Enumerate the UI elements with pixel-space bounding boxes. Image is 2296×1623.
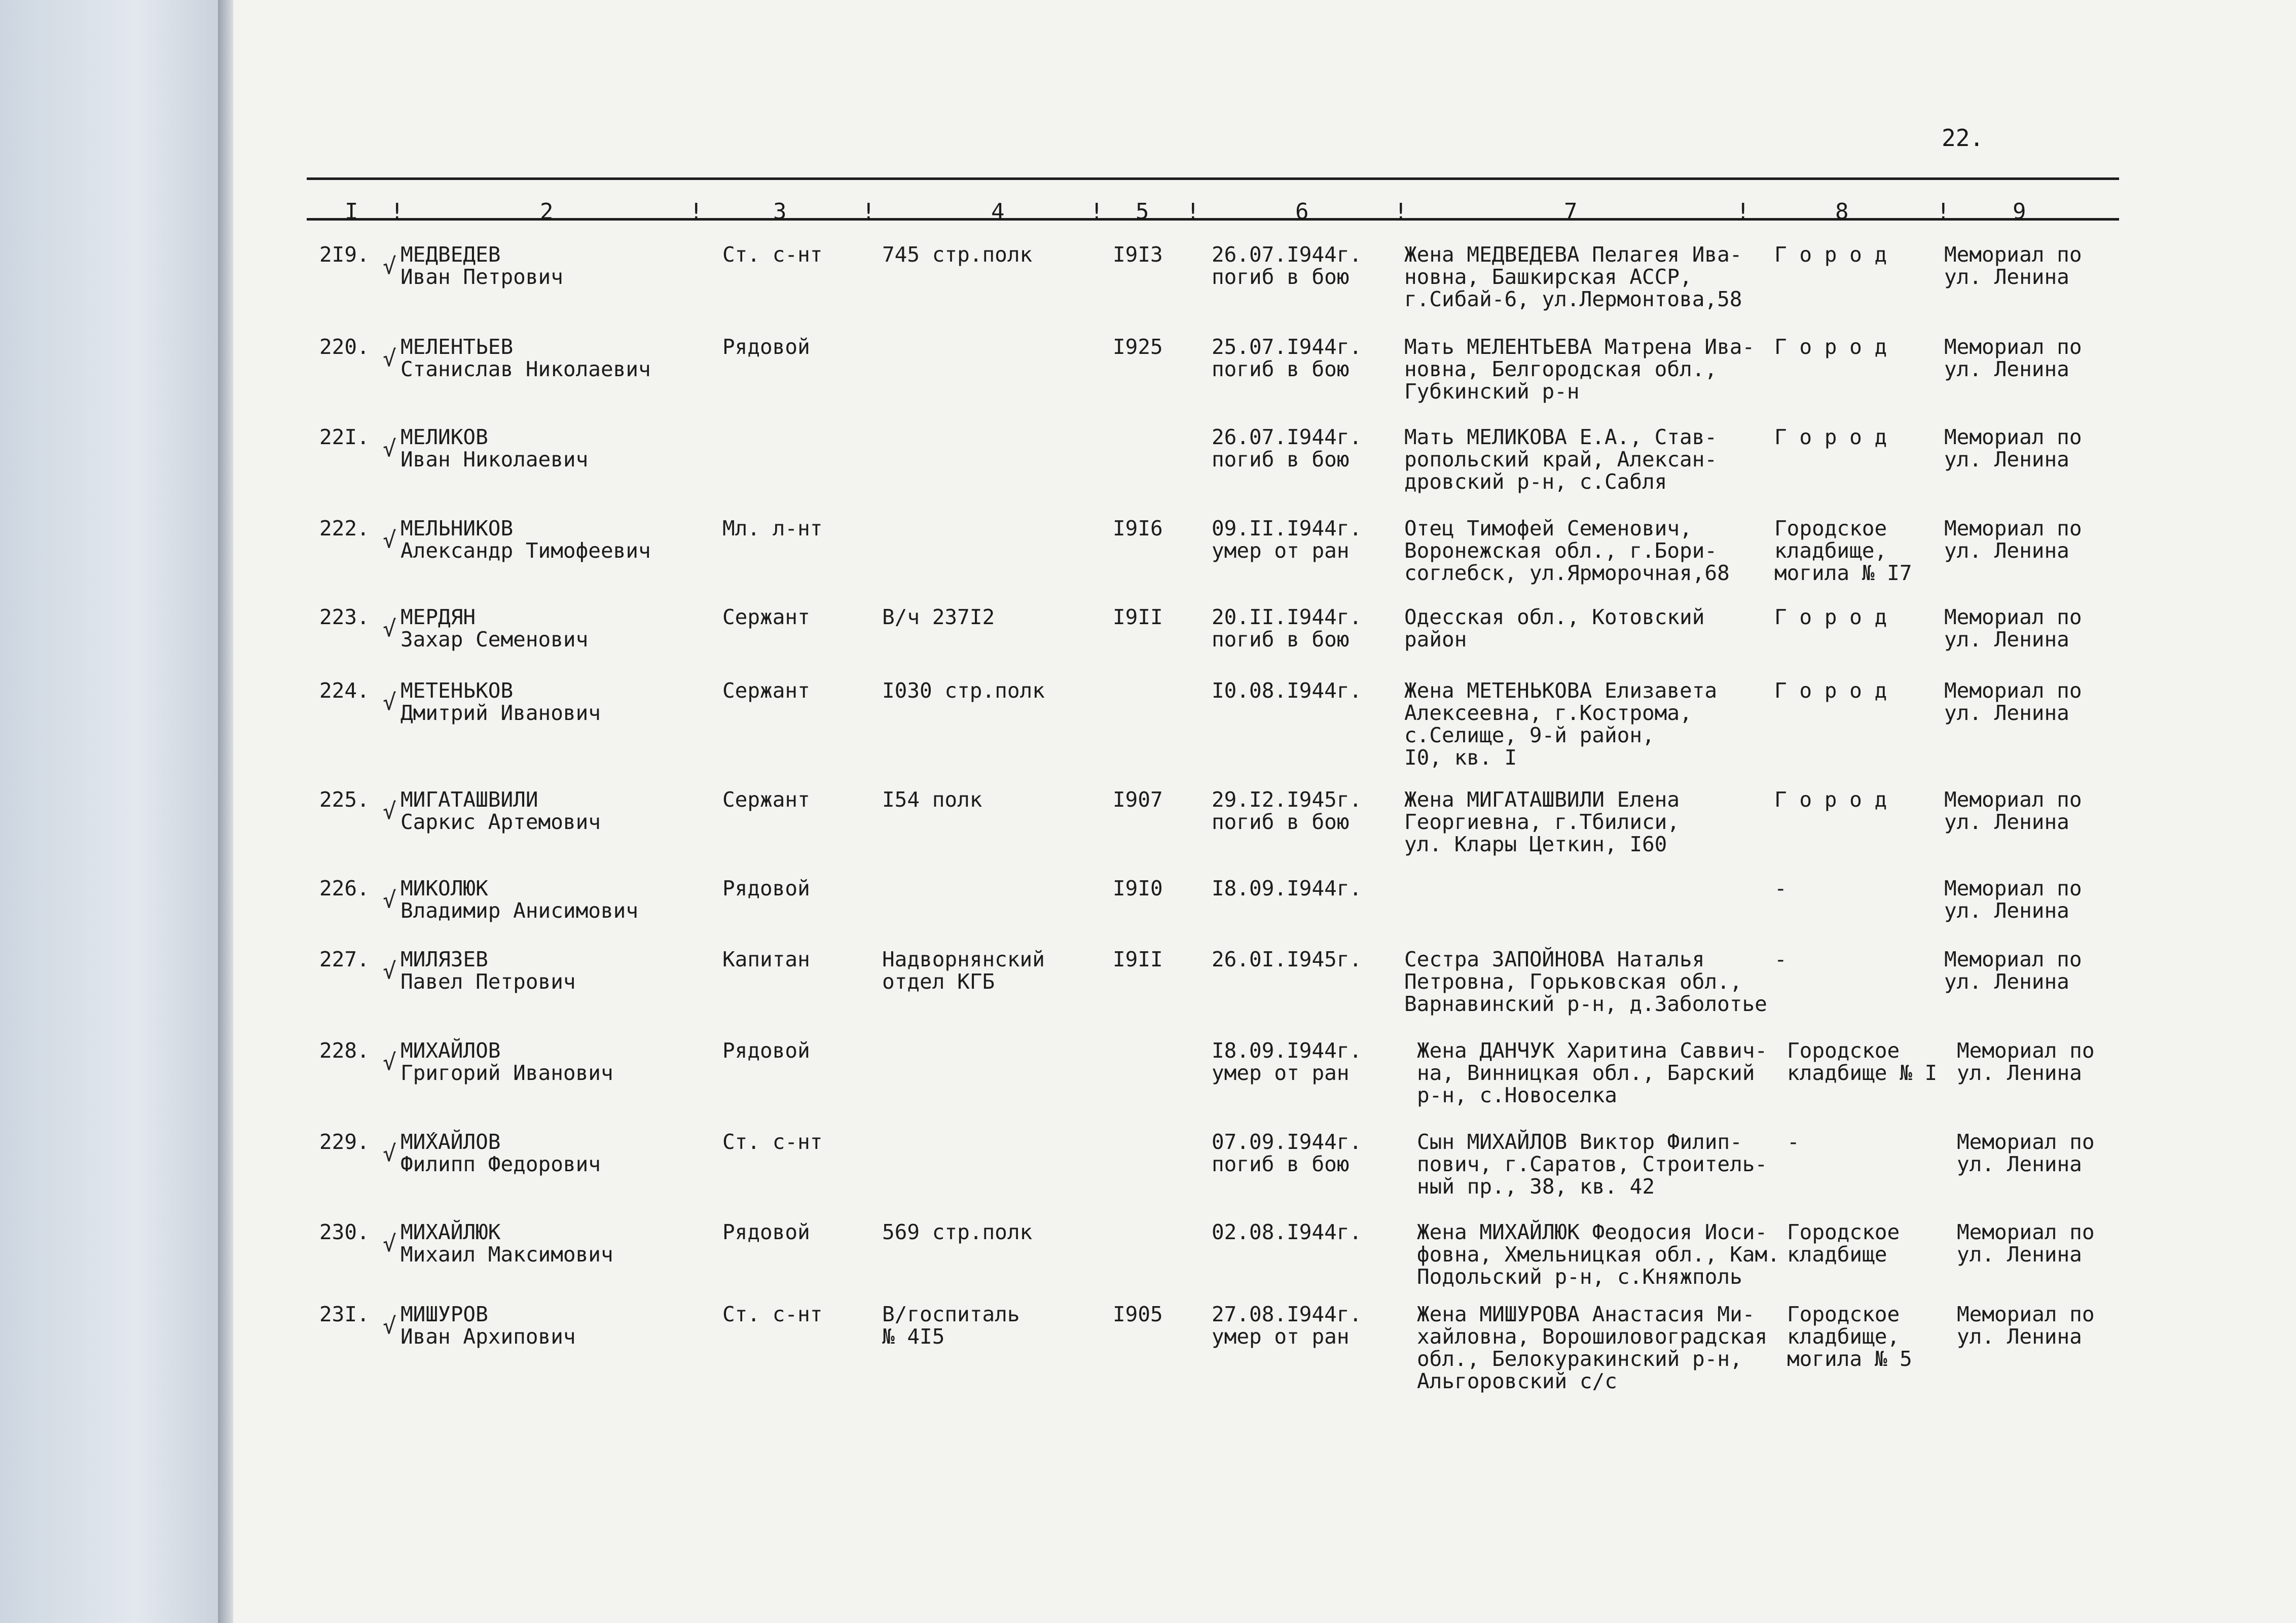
column-separator: !: [390, 199, 404, 225]
death-date: I8.09.I944г.: [1212, 876, 1362, 900]
checkmark-icon: √: [383, 346, 396, 372]
memorial-site: Мемориал по ул. Ленина: [1957, 1302, 2095, 1349]
burial-place: Городское кладбище, могила № 5: [1787, 1302, 1912, 1371]
rank: Мл. л-нт: [722, 516, 823, 540]
relative-info: Мать МЕЛИКОВА Е.А., Став- ропольский край, Алексан- дровский р-н, с.Сабля: [1404, 425, 1718, 494]
birth-year: I907: [1113, 787, 1163, 812]
given-name: Дмитрий Иванович: [400, 701, 601, 725]
checkmark-icon: √: [383, 436, 396, 462]
given-name: Павел Петрович: [400, 969, 576, 994]
given-name: Александр Тимофеевич: [400, 538, 651, 563]
burial-place: Городское кладбище: [1787, 1220, 1900, 1267]
death-date: 29.I2.I945г.: [1212, 787, 1362, 812]
birth-year: I905: [1113, 1302, 1163, 1326]
surname: МЕЛЕНТЬЕВ: [400, 335, 514, 359]
given-name: Филипп Федорович: [400, 1152, 601, 1176]
death-cause: погиб в бою: [1212, 1152, 1350, 1176]
surname: МИ́ХАЙЛОВ: [400, 1130, 501, 1154]
military-unit: Надворнянский отдел КГБ: [882, 947, 1045, 994]
checkmark-icon: √: [383, 1141, 396, 1167]
memorial-site: Мемориал по ул. Ленина: [1944, 678, 2082, 725]
relative-info: Жена МИШУРОВА Анастасия Ми- хайловна, Ворошиловоградская обл., Белокуракинский р-н, Альгоровский с/с: [1417, 1302, 1768, 1393]
rank: Рядовой: [722, 1038, 810, 1063]
military-unit: 745 стр.полк: [882, 242, 1033, 267]
surname: МИГАТАШВИЛИ: [400, 787, 538, 812]
row-number: 229.: [319, 1130, 370, 1154]
row-number: 227.: [319, 947, 370, 971]
relative-info: Жена МЕДВЕДЕВА Пелагея Ива- новна, Башкирская АССР, г.Сибай-6, ул.Лермонтова,58: [1404, 242, 1742, 311]
death-date: I0.08.I944г.: [1212, 678, 1362, 703]
row-number: 23I.: [319, 1302, 370, 1326]
relative-info: Жена МИХАЙЛЮК Феодосия Иоси- фовна, Хмельницкая обл., Кам. Подольский р-н, с.Княжполь: [1417, 1220, 1780, 1289]
rank: Сержант: [722, 605, 810, 629]
relative-info: Сын МИХАЙЛОВ Виктор Филип- пович, г.Саратов, Строитель- ный пр., 38, кв. 42: [1417, 1130, 1768, 1199]
column-header-9: 9: [2013, 199, 2026, 225]
given-name: Саркис Артемович: [400, 810, 601, 834]
rank: Капитан: [722, 947, 810, 971]
row-number: 223.: [319, 605, 370, 629]
checkmark-icon: √: [383, 690, 396, 715]
row-number: 226.: [319, 876, 370, 900]
column-header-8: 8: [1835, 199, 1849, 225]
surname: МЕЛЬНИКОВ: [400, 516, 514, 540]
row-number: 2I9.: [319, 242, 370, 267]
row-number: 228.: [319, 1038, 370, 1063]
given-name: Михаил Максимович: [400, 1242, 613, 1267]
relative-info: Мать МЕЛЕНТЬЕВА Матрена Ива- новна, Белгородская обл., Губкинский р-н: [1404, 335, 1755, 404]
memorial-site: Мемориал по ул. Ленина: [1944, 516, 2082, 563]
death-date: 25.07.I944г.: [1212, 335, 1362, 359]
relative-info: Одесская обл., Котовский район: [1404, 605, 1705, 652]
header-top-rule: [307, 177, 2119, 180]
military-unit: 569 стр.полк: [882, 1220, 1033, 1244]
burial-place: Городское кладбище № I: [1787, 1038, 1938, 1085]
row-number: 220.: [319, 335, 370, 359]
military-unit: В/ч 237I2: [882, 605, 995, 629]
death-cause: умер от ран: [1212, 538, 1350, 563]
death-cause: погиб в бою: [1212, 265, 1350, 289]
given-name: Григорий Иванович: [400, 1061, 613, 1085]
given-name: Владимир Анисимович: [400, 898, 638, 923]
checkmark-icon: √: [383, 1313, 396, 1339]
relative-info: Жена ДАНЧУК Харитина Саввич- на, Винницкая обл., Барский р-н, с.Новоселка: [1417, 1038, 1768, 1107]
column-header-5: 5: [1136, 199, 1149, 225]
memorial-site: Мемориал по ул. Ленина: [1957, 1220, 2095, 1267]
memorial-site: Мемориал по ул. Ленина: [1944, 605, 2082, 652]
surname: МИЛЯЗЕВ: [400, 947, 488, 971]
surname: МЕТЕНЬКОВ: [400, 678, 514, 703]
death-date: I8.09.I944г.: [1212, 1038, 1362, 1063]
row-number: 230.: [319, 1220, 370, 1244]
birth-year: I9I0: [1113, 876, 1163, 900]
death-date: 02.08.I944г.: [1212, 1220, 1362, 1244]
given-name: Захар Семенович: [400, 627, 589, 652]
birth-year: I9II: [1113, 605, 1163, 629]
memorial-site: Мемориал по ул. Ленина: [1957, 1130, 2095, 1176]
military-unit: В/госпиталь № 4I5: [882, 1302, 1020, 1349]
given-name: Иван Николаевич: [400, 447, 589, 472]
memorial-site: Мемориал по ул. Ленина: [1944, 425, 2082, 472]
death-date: 26.07.I944г.: [1212, 425, 1362, 449]
burial-place: -: [1774, 876, 1787, 900]
surname: МЕРДЯН: [400, 605, 476, 629]
birth-year: I9II: [1113, 947, 1163, 971]
given-name: Станислав Николаевич: [400, 357, 651, 381]
rank: Рядовой: [722, 335, 810, 359]
military-unit: I030 стр.полк: [882, 678, 1045, 703]
death-cause: умер от ран: [1212, 1061, 1350, 1085]
relative-info: Отец Тимофей Семенович, Воронежская обл., г.Бори- соглебск, ул.Ярморочная,68: [1404, 516, 1730, 585]
column-separator: !: [1394, 199, 1408, 225]
checkmark-icon: √: [383, 527, 396, 553]
surname: МЕЛИКОВ: [400, 425, 488, 449]
column-header-2: 2: [540, 199, 554, 225]
column-header-4: 4: [991, 199, 1005, 225]
death-cause: умер от ран: [1212, 1324, 1350, 1349]
burial-place: -: [1774, 947, 1787, 971]
column-separator: !: [1937, 199, 1950, 225]
death-cause: погиб в бою: [1212, 810, 1350, 834]
checkmark-icon: √: [383, 887, 396, 913]
surname: МЕДВЕДЕВ: [400, 242, 501, 267]
memorial-site: Мемориал по ул. Ленина: [1944, 947, 2082, 994]
birth-year: I9I6: [1113, 516, 1163, 540]
memorial-site: Мемориал по ул. Ленина: [1944, 335, 2082, 381]
checkmark-icon: √: [383, 254, 396, 279]
burial-place: -: [1787, 1130, 1800, 1154]
death-date: 09.II.I944г.: [1212, 516, 1362, 540]
rank: Рядовой: [722, 1220, 810, 1244]
row-number: 22I.: [319, 425, 370, 449]
surname: МИХАЙЛОВ: [400, 1038, 501, 1063]
rank: Сержант: [722, 787, 810, 812]
column-header-7: 7: [1564, 199, 1578, 225]
given-name: Иван Петрович: [400, 265, 563, 289]
death-date: 26.0I.I945г.: [1212, 947, 1362, 971]
page-number: 22.: [1942, 124, 1984, 152]
death-date: 20.II.I944г.: [1212, 605, 1362, 629]
death-cause: погиб в бою: [1212, 627, 1350, 652]
checkmark-icon: √: [383, 1050, 396, 1075]
relative-info: Жена МЕТЕНЬКОВА Елизавета Алексеевна, г.Кострома, с.Селище, 9-й район, I0, кв. I: [1404, 678, 1718, 770]
column-header-3: 3: [773, 199, 787, 225]
burial-place: Г о р о д: [1774, 678, 1887, 703]
column-separator: !: [1090, 199, 1104, 225]
death-cause: погиб в бою: [1212, 447, 1350, 472]
rank: Сержант: [722, 678, 810, 703]
burial-place: Г о р о д: [1774, 242, 1887, 267]
rank: Ст. с-нт: [722, 1130, 823, 1154]
row-number: 222.: [319, 516, 370, 540]
death-date: 07.09.I944г.: [1212, 1130, 1362, 1154]
checkmark-icon: √: [383, 616, 396, 642]
burial-place: Г о р о д: [1774, 425, 1887, 449]
column-separator: !: [1736, 199, 1750, 225]
rank: Ст. с-нт: [722, 1302, 823, 1326]
memorial-site: Мемориал по ул. Ленина: [1957, 1038, 2095, 1085]
checkmark-icon: √: [383, 1231, 396, 1257]
rank: Ст. с-нт: [722, 242, 823, 267]
relative-info: Сестра ЗАПОЙНОВА Наталья Петровна, Горьковская обл., Варнавинский р-н, д.Заболотье: [1404, 947, 1767, 1016]
military-unit: I54 полк: [882, 787, 982, 812]
row-number: 224.: [319, 678, 370, 703]
burial-place: Г о р о д: [1774, 605, 1887, 629]
column-separator: !: [1186, 199, 1200, 225]
column-separator: !: [689, 199, 703, 225]
burial-place: Г о р о д: [1774, 787, 1887, 812]
rank: Рядовой: [722, 876, 810, 900]
burial-place: Городское кладбище, могила № I7: [1774, 516, 1912, 585]
column-separator: !: [862, 199, 876, 225]
memorial-site: Мемориал по ул. Ленина: [1944, 876, 2082, 923]
surname: МИКОЛЮК: [400, 876, 488, 900]
row-number: 225.: [319, 787, 370, 812]
surname: МИШУРОВ: [400, 1302, 488, 1326]
memorial-site: Мемориал по ул. Ленина: [1944, 242, 2082, 289]
relative-info: Жена МИГАТАШВИЛИ Елена Георгиевна, г.Тбилиси, ул. Клары Цеткин, I60: [1404, 787, 1680, 856]
column-header-1: I: [345, 199, 358, 225]
surname: МИХАЙЛЮК: [400, 1220, 501, 1244]
checkmark-icon: √: [383, 799, 396, 824]
burial-place: Г о р о д: [1774, 335, 1887, 359]
column-header-6: 6: [1295, 199, 1309, 225]
checkmark-icon: √: [383, 958, 396, 984]
memorial-site: Мемориал по ул. Ленина: [1944, 787, 2082, 834]
death-date: 27.08.I944г.: [1212, 1302, 1362, 1326]
death-date: 26.07.I944г.: [1212, 242, 1362, 267]
birth-year: I925: [1113, 335, 1163, 359]
left-page-bleed: [0, 0, 228, 1623]
death-cause: погиб в бою: [1212, 357, 1350, 381]
birth-year: I9I3: [1113, 242, 1163, 267]
given-name: Иван Архипович: [400, 1324, 576, 1349]
